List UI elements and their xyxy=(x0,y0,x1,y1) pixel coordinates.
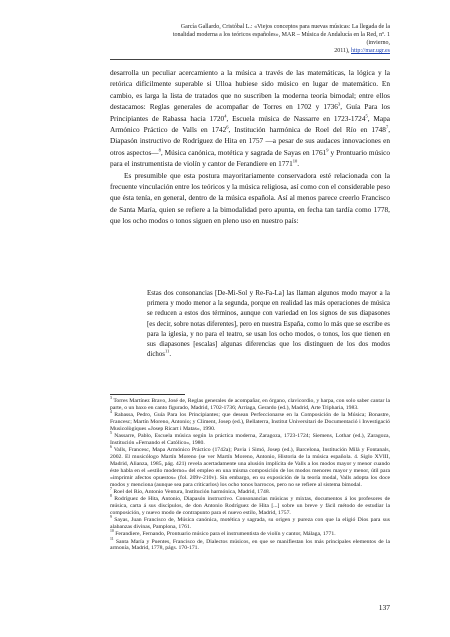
footnotes xyxy=(110,398,390,553)
header-line-3 xyxy=(150,47,390,55)
footnote-text: Ferandiere, Fernando, Prontuario músico para el instrumentista de violín y cantor, Málaga, 1771. xyxy=(115,531,336,538)
footnote-number: 11 xyxy=(110,536,114,541)
footnote-text: Roel del Río, Antonio Ventura, Institución harmónica, Madrid, 1748. xyxy=(113,488,271,495)
footnote-ref-11[interactable]: 11 xyxy=(165,348,170,354)
header-divider xyxy=(110,59,390,60)
footnote-ref-8[interactable]: 8 xyxy=(158,147,161,153)
footnote-number: 4 xyxy=(110,410,112,415)
footnote-divider xyxy=(110,394,185,395)
footnote-ref-10[interactable]: 10 xyxy=(292,158,298,164)
footnote-ref-4[interactable]: 4 xyxy=(224,113,227,119)
footnote-text: Valls, Francesc, Mapa Armónico Práctico (1742a); Pavia i Simó, Josep (ed.), Barcelona, Institución Milà y Fontanals, 2002. El musicólogo Martín Moreno (se ver Martín Moreno, Antonio, Historia de la música española. 4. Siglo XVIII, Madrid, Alianza, 1985, pág. 421) revela acertadamente una alusión implícita de Valls a los modos mayor y menor cuando éste habla en el «estilo moderno» del empleo en una misma composición de los modos menores mayor y menor, útil para «imprimir afectos opuestos» (fol. 209v-210v). Sin embargo, en su exposición de la teoría modal, Valls adopta los doce modos y menciona (aunque sea para criticarlos) los ocho tonos barrocos, pero no se refiere al sistema bimodal. xyxy=(110,447,390,488)
header-line-2: tonalidad moderna a los teóricos españoles», MAR – Música de Andalucía en la Red, nº. 1 (invierno, xyxy=(172,32,390,46)
footnote-11 xyxy=(110,536,390,553)
footnote-ref-7[interactable]: 7 xyxy=(385,124,389,130)
footnote-ref-5[interactable]: 5 xyxy=(365,113,368,119)
footnote-ref-3[interactable]: 3 xyxy=(337,101,341,107)
footnote-number: 10 xyxy=(110,529,114,534)
footnote-text: Santa María y Puentes, Francisco de, Dialectos músicos, en que se manifiestan los más principales elementos de la armonía, Madrid, 1778, págs. 170-171. xyxy=(110,538,390,552)
footnote-ref-9[interactable]: 9 xyxy=(326,147,329,153)
quote-text: Estas dos consonancias [De-Mi-Sol y Re-Fa-La] las llaman algunos modo mayor a la primera y modo menor a la segunda, porque en realidad las más operaciones de música se reducen a estos dos términos, aunque con variedad en los signos de sus diapasones [es decir, sobre notas diferentes], pero en nuestra España, como lo más que se escribe es para la iglesia, y no para el teatro, se usan los ocho modos, o tonos, los que tienen en sus diapasones [escalas] algunas diferencias que los distinguen de los dos modos dichos xyxy=(147,290,390,359)
footnote-6 xyxy=(110,447,390,488)
block-quote: Estas dos consonancias [De-Mi-Sol y Re-Fa-La] las llaman algunos modo mayor a la primera y modo menor a la segunda, porque en realidad las más operaciones de música se reducen a estos dos términos, aunque con variedad en los signos de sus diapasones [es decir, sobre notas diferentes], pero en nuestra España, como lo más que se escribe es para la iglesia, y no para el teatro, se usan los ocho modos, o tonos, los que tienen en sus diapasones [escalas] algunas diferencias que los distinguen de los dos modos dichos$^{11}$. xyxy=(147,290,390,359)
header-link[interactable]: http://mar.ugr.es xyxy=(351,48,390,54)
footnote-text: Sayas, Juan Francisco de, Música canónica, motética y sagrada, su origen y pureza con que la eligió Dios para sus alabanzas divinas, Pamplona, 1761. xyxy=(110,517,390,531)
footnote-number: 6 xyxy=(110,445,112,450)
paragraph-2: Es presumible que esta postura mayoritariamente conservadora esté relacionada con la frecuente vinculación entre los teóricos y la música religiosa, así como con el considerable peso que ésta tenía, en general, dentro de la música española. Así al menos parece creerlo Francisco de Santa María, quien se refiere a la bimodalidad pero apunta, en fecha tan tardía como 1778, que los ocho modos o tonos siguen en pleno uso en nuestro país: xyxy=(110,170,390,226)
footnote-text: Rodríguez de Hita, Antonio, Diapasón instructivo. Consonancias músicas y mixtas, documentos á los profesores de música, carta á sus discípulos, de don Antonio Rodríguez de Hita [...] sobre un breve y fácil método de estudiar la composición, y nuevo modo de contrapunto para el nuevo estilo, Madrid, 1757. xyxy=(110,496,390,516)
footnote-number: 5 xyxy=(110,431,112,436)
page-number: 137 xyxy=(378,603,390,612)
footnote-8 xyxy=(110,494,390,520)
footnote-10 xyxy=(110,531,390,538)
footnote-number: 8 xyxy=(110,494,112,499)
header-line-1: García Gallardo, Cristóbal L.: «Viejos conceptos para nuevas músicas: La llegada de la xyxy=(180,24,390,30)
footnote-text: Rabassa, Pedro, Guía Para los Principiantes; que desean Perfeccionarse en la Composición de la Música; Bonastre, Francesc; Martín Moreno, Antonio; y Climent, Josep (ed.), Bellaterra, Institut Universitari de Documentació i Investigació Musicològiques «Josep Ricart i Matas», 1990. xyxy=(110,412,390,432)
footnote-4 xyxy=(110,410,390,436)
footnote-number: 7 xyxy=(110,487,112,492)
footnote-ref-6[interactable]: 6 xyxy=(226,124,229,130)
footnote-3 xyxy=(110,396,390,415)
footnote-number: 9 xyxy=(110,515,112,520)
footnote-7 xyxy=(110,487,390,499)
header-line-3-prefix: 2011), xyxy=(334,48,351,54)
footnote-number: 3 xyxy=(110,396,112,401)
footnote-5 xyxy=(110,431,390,450)
footnote-text: Nassarre, Pablo, Escuela música según la práctica moderna, Zaragoza, 1723-1724; Siemens, Lothar (ed.), Zaragoza, Institución «Fernando el Católico», 1980. xyxy=(110,433,390,447)
running-header xyxy=(150,23,390,55)
body-text xyxy=(110,67,390,227)
footnote-9 xyxy=(110,515,390,534)
footnote-text: Torres Martínez Bravo, José de, Reglas generales de acompañar, en órgano, clavicordio, y harpa, con solo saber cantar la parte, o un baxo en canto figurado, Madrid, 1702-1736; Arriaga, Gerardo (ed.), Madrid, Arte Tripharia, 1983. xyxy=(110,398,390,411)
paragraph-1: desarrolla un peculiar acercamiento a la música a través de las matemáticas, la lógica y la retórica difícilmente superable si Ulloa hubiese sido músico en lugar de matemático. En cambio, es larga la lista de tratados que no suscriben la moderna teoría bimodal; entre ellos destacamos: Reglas generales de acompañar de Torres en 1702 y 1736$^3$, Guía Para los Principiantes de Rabassa hacia 1720$^4$, Escuela música de Nassarre en 1723-1724$^5$, Mapa Armónico Práctico de Valls en 1742$^6$, Institución harmónica de Roel del Río en 1748$^7$, Diapasón instructivo de Rodríguez de Hita en 1757 —a pesar de sus audaces innovaciones en otros aspectos—$^8$, Música canónica, motética y sagrada de Sayas en 1761$^9$ y Prontuario músico para el instrumentista de violín y cantor de Ferandiere en 1771$^{10}$. xyxy=(110,68,391,169)
